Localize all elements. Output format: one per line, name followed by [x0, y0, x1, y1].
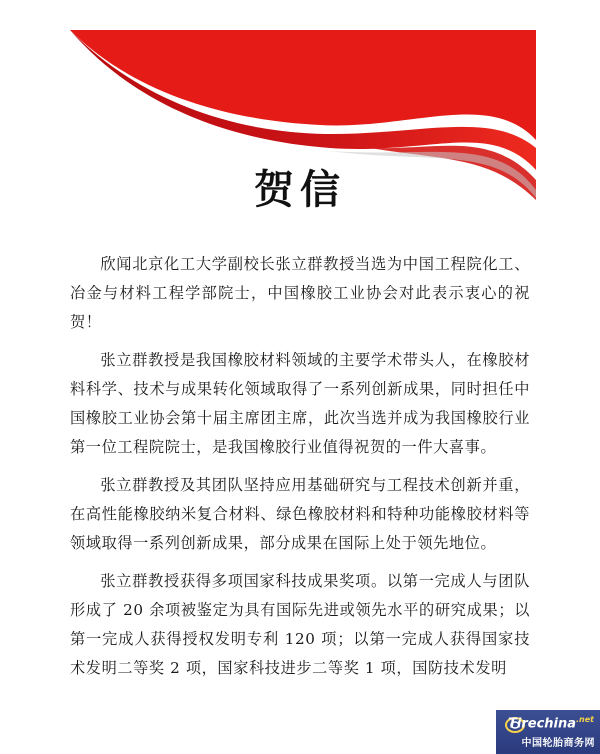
- paragraph-4: 张立群教授获得多项国家科技成果奖项。以第一完成人与团队形成了 20 余项被鉴定为具有国际先进或领先水平的研究成果；以第一完成人获得授权发明专利 120 项；以第一完成人获得国家技术发明二等奖 2 项，国家科技进步二等奖 1 项，国防技术发明: [70, 572, 530, 677]
- watermark-logo: [508, 715, 594, 731]
- paragraph-1: 欣闻北京化工大学副校长张立群教授当选为中国工程院化工、冶金与材料工程学部院士，中国橡胶工业协会对此表示衷心的祝贺！: [70, 255, 530, 331]
- page-title: 贺信: [254, 166, 346, 213]
- paragraph-2: 张立群教授是我国橡胶材料领域的主要学术带头人，在橡胶材料科学、技术与成果转化领域取得了一系列创新成果，同时担任中国橡胶工业协会第十届主席团主席，此次当选并成为我国橡胶行业第一位工程院院士，是我国橡胶行业值得祝贺的一件大喜事。: [70, 351, 530, 456]
- letter-body: [70, 250, 530, 692]
- watermark-site-name: 中国轮胎商务网: [521, 738, 595, 749]
- paragraph-3: 张立群教授及其团队坚持应用基础研究与工程技术创新并重，在高性能橡胶纳米复合材料、绿色橡胶材料和特种功能橡胶材料等领域取得一系列创新成果，部分成果在国际上处于领先地位。: [70, 476, 530, 552]
- watermark-logo-suffix: .net: [576, 715, 594, 724]
- watermark-logo-text: Tirechina: [508, 716, 577, 732]
- site-watermark: [496, 710, 600, 754]
